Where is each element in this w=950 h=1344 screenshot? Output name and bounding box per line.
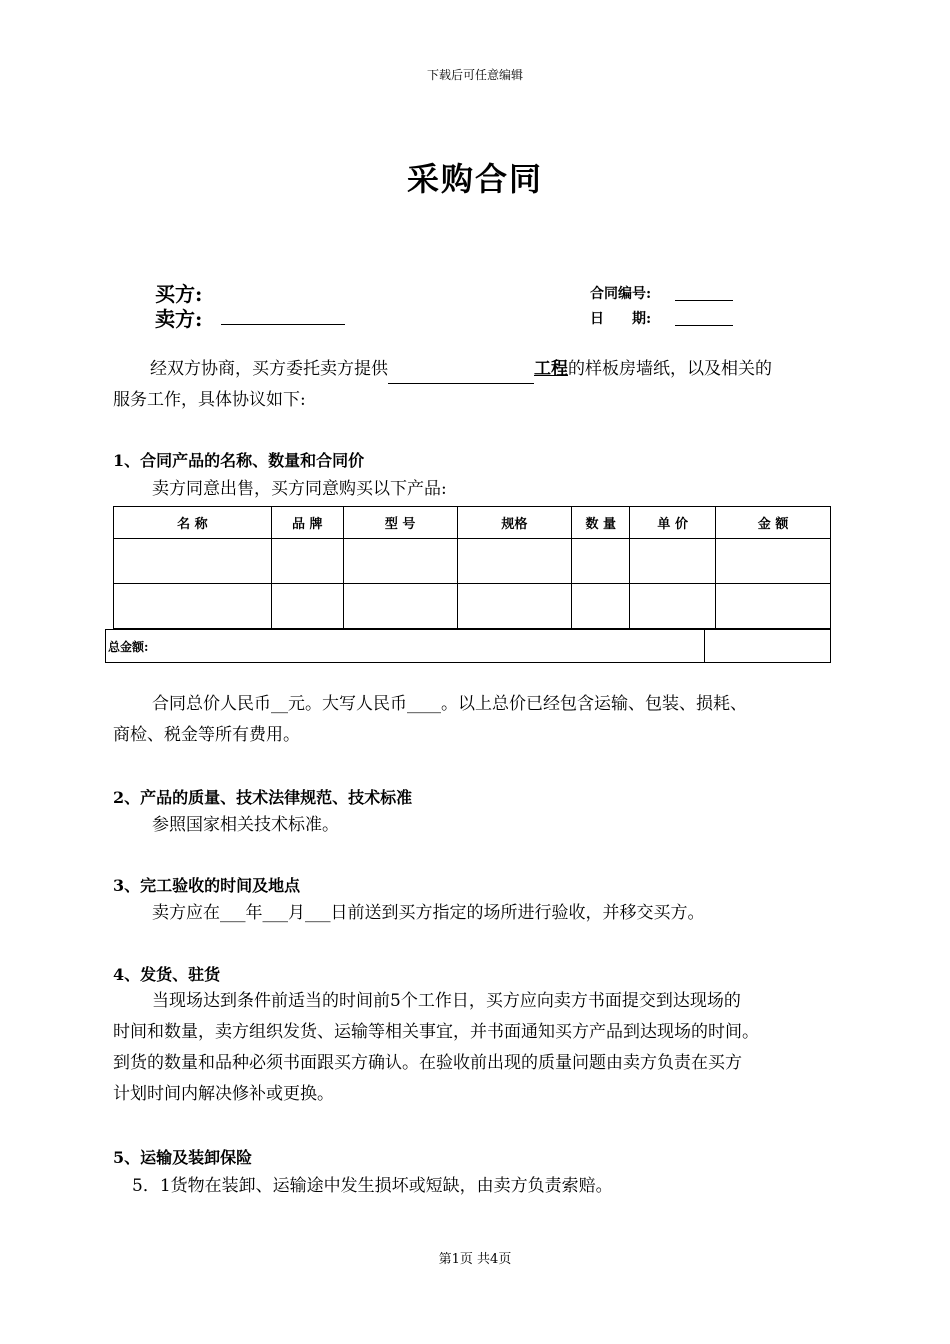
section-1-text: 卖方同意出售，买方同意购买以下产品: [152, 479, 447, 499]
table-cell [343, 584, 457, 629]
section-4-line-3: 到货的数量和品种必须书面跟买方确认。在验收前出现的质量问题由卖方负责在买方 [113, 1053, 742, 1073]
intro-project: 工程 [534, 359, 568, 379]
col-header-amount: 金 额 [716, 507, 831, 539]
table-row [114, 539, 831, 584]
table-cell [457, 539, 572, 584]
intro-part2: 的样板房墙纸，以及相关的 [568, 359, 772, 379]
date-blank [675, 307, 733, 326]
table-cell [114, 584, 272, 629]
section-5-heading: 5、运输及装卸保险 [113, 1148, 253, 1167]
intro-line-1 [150, 354, 772, 384]
table-cell [343, 539, 457, 584]
project-blank [388, 363, 534, 384]
price-line-1: 合同总价人民币__元。大写人民币____。以上总价已经包含运输、包装、损耗、 [152, 694, 747, 714]
table-cell [716, 539, 831, 584]
col-header-brand: 品 牌 [271, 507, 343, 539]
contract-no-blank [675, 282, 733, 301]
section-4-line-4: 计划时间内解决修补或更换。 [113, 1084, 334, 1104]
table-cell [572, 584, 630, 629]
table-cell [271, 539, 343, 584]
intro-part1: 经双方协商，买方委托卖方提供 [150, 359, 388, 379]
col-header-spec: 规格 [457, 507, 572, 539]
products-table [113, 506, 831, 629]
col-header-name: 名 称 [114, 507, 272, 539]
section-3-heading: 3、完工验收的时间及地点 [113, 876, 301, 895]
document-title: 采购合同 [406, 160, 543, 198]
table-cell [716, 584, 831, 629]
header-note: 下载后可任意编辑 [426, 68, 523, 82]
section-4-heading: 4、发货、驻货 [113, 965, 221, 984]
col-header-quantity: 数 量 [572, 507, 630, 539]
table-cell [271, 584, 343, 629]
total-row [106, 630, 831, 663]
section-1-heading: 1、合同产品的名称、数量和合同价 [113, 451, 365, 470]
section-5-text: 5．1货物在装卸、运输途中发生损坏或短缺，由卖方负责索赔。 [132, 1176, 613, 1196]
table-cell [630, 539, 716, 584]
section-2-heading: 2、产品的质量、技术法律规范、技术标准 [113, 788, 413, 807]
table-cell [114, 539, 272, 584]
intro-line-2: 服务工作，具体协议如下: [113, 390, 306, 410]
table-row [114, 584, 831, 629]
page-footer: 第1页 共4页 [438, 1252, 512, 1267]
seller-label: 卖方: [155, 307, 203, 331]
contract-no-label: 合同编号: [590, 286, 652, 302]
table-cell [457, 584, 572, 629]
price-line-2: 商检、税金等所有费用。 [113, 725, 300, 745]
table-cell [572, 539, 630, 584]
table-header-row [114, 507, 831, 539]
date-label: 日 期: [590, 311, 652, 327]
seller-blank [221, 306, 345, 325]
section-4-line-1: 当现场达到条件前适当的时间前5个工作日，买方应向卖方书面提交到达现场的 [152, 991, 741, 1011]
col-header-unit-price: 单 价 [630, 507, 716, 539]
total-value-cell [705, 630, 831, 663]
section-2-text: 参照国家相关技术标准。 [152, 815, 339, 835]
total-table [105, 629, 831, 663]
buyer-label: 买方: [155, 282, 203, 306]
total-label: 总金额: [106, 630, 705, 663]
section-3-text: 卖方应在___年___月___日前送到买方指定的场所进行验收，并移交买方。 [152, 903, 705, 923]
section-4-line-2: 时间和数量，卖方组织发货、运输等相关事宜，并书面通知买方产品到达现场的时间。 [113, 1022, 759, 1042]
col-header-model: 型 号 [343, 507, 457, 539]
table-cell [630, 584, 716, 629]
